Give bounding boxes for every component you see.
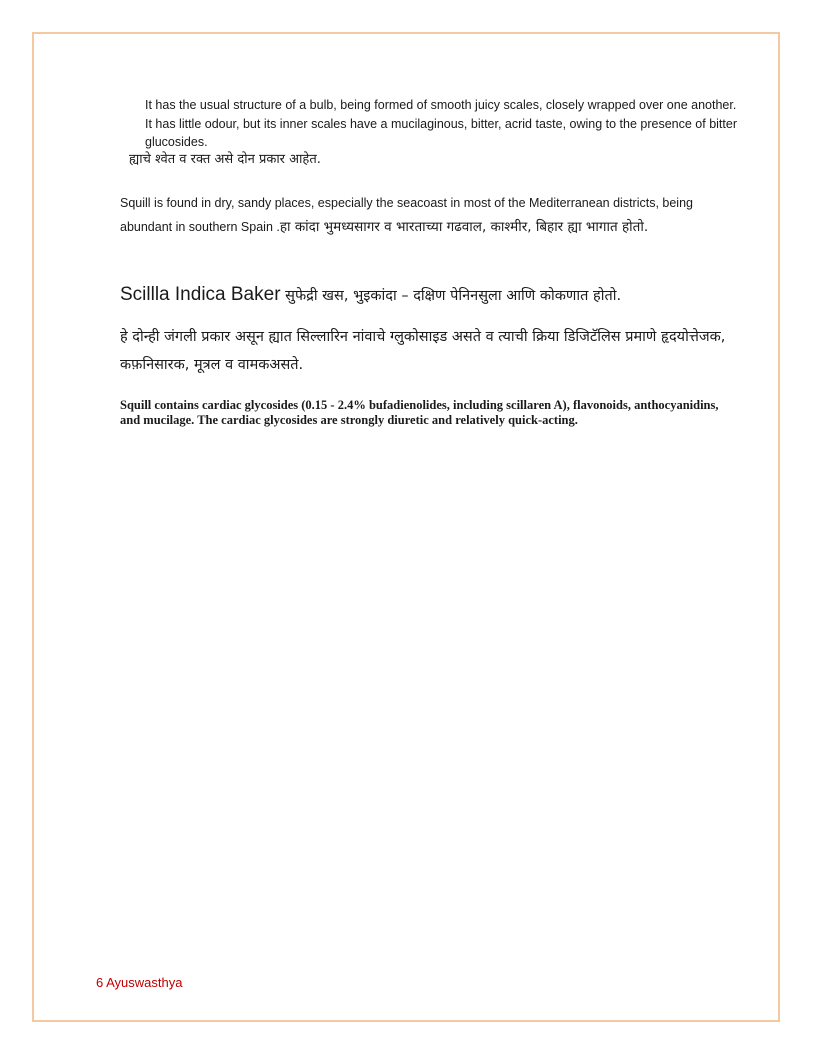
scilla-indica-paragraph	[120, 282, 760, 309]
habitat-paragraph	[120, 191, 740, 239]
scilla-indica-name: Scillla Indica Baker	[120, 284, 281, 305]
properties-marathi-paragraph: हे दोन्ही जंगली प्रकार असून ह्यात सिल्लारिन नांवाचे ग्लुकोसाइड असते व त्याची क्रिया डिजिटॅलिस प्रमाणे हृदयोत्तेजक, कफ़निसारक, मूत्रल व वामकअसते.	[120, 329, 726, 373]
cardiac-glycosides-paragraph: Squill contains cardiac glycosides (0.15 - 2.4% bufadienolides, including scillaren A), flavonoids, anthocyanidins, and mucilage. The cardiac glycosides are strongly diuretic and relatively quick-acting.	[120, 398, 719, 427]
habitat-marathi-text: हा कांदा भुमध्यसागर व भारताच्या गढवाल, काश्मीर, बिहार ह्या भागात होतो.	[279, 219, 649, 235]
marathi-types-line: ह्याचे श्वेत व रक्त असे दोन प्रकार आहेत.	[129, 152, 321, 167]
scilla-indica-marathi-text: सुफेद्री खस, भुइकांदा – दक्षिण पेनिनसुला आणि कोकणात होतो.	[280, 288, 622, 304]
habitat-english-text: Squill is found in dry, sandy places, especially the seacoast in most of the Mediterranean districts, being abundant in southern Spain .	[120, 196, 693, 234]
bulb-description-paragraph: It has the usual structure of a bulb, being formed of smooth juicy scales, closely wrapped over one another. It has little odour, but its inner scales have a mucilaginous, bitter, acrid taste, owing to the presence of bitter glucosides.	[145, 98, 737, 149]
page-footer: 6 Ayuswasthya	[96, 975, 183, 990]
page-border	[32, 32, 780, 1022]
